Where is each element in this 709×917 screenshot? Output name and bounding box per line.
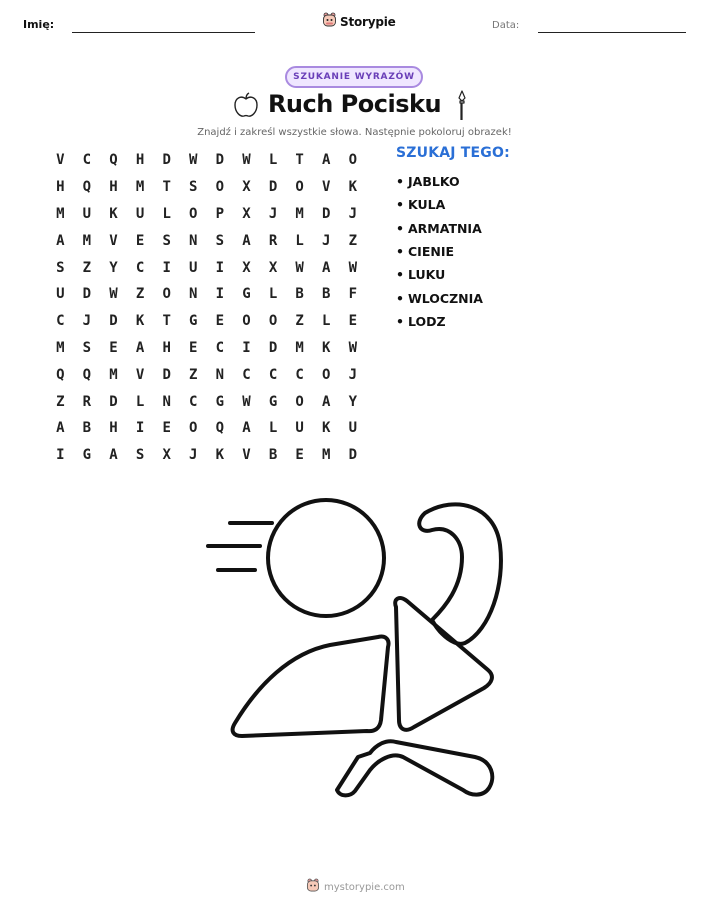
- grid-letter[interactable]: O: [268, 313, 278, 330]
- grid-letter[interactable]: A: [242, 232, 251, 249]
- grid-letter[interactable]: V: [56, 152, 65, 169]
- grid-letter[interactable]: J: [268, 205, 278, 222]
- grid-letter[interactable]: Z: [295, 313, 304, 330]
- grid-letter[interactable]: O: [215, 179, 225, 196]
- grid-letter[interactable]: E: [348, 313, 358, 330]
- grid-letter[interactable]: O: [189, 420, 198, 437]
- grid-letter[interactable]: Z: [135, 286, 145, 303]
- grid-letter[interactable]: M: [322, 447, 331, 464]
- word-text: ARMATNIA: [408, 220, 482, 236]
- grid-letter[interactable]: S: [135, 447, 145, 464]
- grid-letter[interactable]: D: [268, 339, 278, 356]
- grid-letter[interactable]: V: [135, 366, 145, 383]
- grid-letter[interactable]: A: [109, 447, 118, 464]
- grid-letter[interactable]: S: [189, 179, 198, 196]
- grid-letter[interactable]: G: [215, 393, 225, 410]
- grid-letter[interactable]: E: [189, 339, 198, 356]
- footer: [306, 878, 405, 897]
- grid-letter[interactable]: Q: [82, 179, 92, 196]
- grid-letter[interactable]: I: [162, 259, 171, 276]
- grid-letter[interactable]: Z: [189, 366, 198, 383]
- grid-row: [47, 201, 366, 228]
- grid-letter[interactable]: W: [109, 286, 118, 303]
- grid-letter[interactable]: M: [295, 339, 304, 356]
- grid-letter[interactable]: K: [322, 420, 331, 437]
- grid-letter[interactable]: J: [348, 366, 358, 383]
- grid-letter[interactable]: D: [109, 313, 118, 330]
- grid-letter[interactable]: O: [189, 205, 198, 222]
- grid-letter[interactable]: E: [109, 339, 118, 356]
- word-text: LODZ: [408, 313, 446, 329]
- grid-letter[interactable]: K: [348, 179, 358, 196]
- grid-letter[interactable]: O: [322, 366, 331, 383]
- grid-letter[interactable]: Z: [348, 232, 358, 249]
- grid-letter[interactable]: V: [242, 447, 251, 464]
- grid-letter[interactable]: J: [322, 232, 331, 249]
- bullet: •: [396, 174, 404, 190]
- grid-letter[interactable]: I: [242, 339, 251, 356]
- grid-letter[interactable]: O: [162, 286, 171, 303]
- grid-letter[interactable]: C: [295, 366, 304, 383]
- grid-letter[interactable]: P: [215, 205, 225, 222]
- grid-letter[interactable]: D: [162, 366, 171, 383]
- grid-letter[interactable]: B: [295, 286, 304, 303]
- grid-letter[interactable]: L: [268, 420, 278, 437]
- grid-letter[interactable]: U: [295, 420, 304, 437]
- grid-letter[interactable]: C: [268, 366, 278, 383]
- grid-letter[interactable]: C: [56, 313, 65, 330]
- grid-letter[interactable]: X: [242, 205, 251, 222]
- grid-letter[interactable]: R: [82, 393, 92, 410]
- grid-letter[interactable]: V: [322, 179, 331, 196]
- grid-letter[interactable]: N: [189, 232, 198, 249]
- grid-letter[interactable]: H: [135, 152, 145, 169]
- word-list-item: [396, 286, 483, 309]
- grid-letter[interactable]: M: [135, 179, 145, 196]
- grid-letter[interactable]: L: [268, 286, 278, 303]
- storypie-logo-icon: [322, 12, 337, 32]
- grid-letter[interactable]: L: [295, 232, 304, 249]
- bullet: •: [396, 197, 404, 213]
- grid-letter[interactable]: A: [322, 152, 331, 169]
- grid-letter[interactable]: X: [268, 259, 278, 276]
- grid-letter[interactable]: S: [215, 232, 225, 249]
- grid-letter[interactable]: E: [135, 232, 145, 249]
- grid-letter[interactable]: D: [348, 447, 358, 464]
- page-title: Ruch Pocisku: [267, 90, 442, 118]
- coloring-picture[interactable]: [200, 495, 505, 804]
- word-search-grid[interactable]: [47, 147, 366, 469]
- grid-letter[interactable]: M: [82, 232, 92, 249]
- spear-icon: [454, 90, 470, 126]
- grid-letter[interactable]: O: [295, 179, 304, 196]
- grid-letter[interactable]: J: [82, 313, 92, 330]
- grid-letter[interactable]: D: [162, 152, 171, 169]
- grid-letter[interactable]: C: [215, 339, 225, 356]
- grid-letter[interactable]: I: [215, 259, 225, 276]
- brand-logo: [322, 12, 396, 32]
- grid-letter[interactable]: H: [56, 179, 65, 196]
- grid-letter[interactable]: W: [295, 259, 304, 276]
- grid-letter[interactable]: C: [189, 393, 198, 410]
- grid-row: [47, 308, 366, 335]
- grid-letter[interactable]: D: [82, 286, 92, 303]
- grid-letter[interactable]: W: [348, 259, 358, 276]
- grid-letter[interactable]: A: [322, 393, 331, 410]
- grid-letter[interactable]: O: [295, 393, 304, 410]
- grid-letter[interactable]: D: [268, 179, 278, 196]
- date-line[interactable]: [538, 32, 686, 33]
- word-text: LUKU: [408, 267, 446, 283]
- grid-letter[interactable]: D: [322, 205, 331, 222]
- grid-letter[interactable]: J: [189, 447, 198, 464]
- grid-letter[interactable]: D: [215, 152, 225, 169]
- grid-row: [47, 335, 366, 362]
- grid-row: [47, 281, 366, 308]
- footer-url: mystorypie.com: [324, 882, 405, 893]
- grid-letter[interactable]: C: [82, 152, 92, 169]
- grid-letter[interactable]: D: [109, 393, 118, 410]
- bullet: •: [396, 244, 404, 260]
- grid-letter[interactable]: C: [135, 259, 145, 276]
- grid-row: [47, 442, 366, 469]
- grid-letter[interactable]: H: [109, 420, 118, 437]
- grid-letter[interactable]: A: [242, 420, 251, 437]
- grid-letter[interactable]: K: [109, 205, 118, 222]
- grid-letter[interactable]: W: [242, 393, 251, 410]
- grid-letter[interactable]: N: [162, 393, 171, 410]
- grid-letter[interactable]: A: [56, 232, 65, 249]
- grid-letter[interactable]: M: [295, 205, 304, 222]
- grid-letter[interactable]: V: [109, 232, 118, 249]
- grid-row: [47, 227, 366, 254]
- grid-letter[interactable]: G: [189, 313, 198, 330]
- grid-letter[interactable]: S: [162, 232, 171, 249]
- name-line[interactable]: [72, 32, 255, 33]
- grid-letter[interactable]: Y: [109, 259, 118, 276]
- grid-letter[interactable]: M: [56, 339, 65, 356]
- word-list-title: SZUKAJ TEGO:: [396, 145, 510, 161]
- storypie-logo-icon: [306, 878, 320, 897]
- grid-letter[interactable]: S: [82, 339, 92, 356]
- bullet: •: [396, 220, 404, 236]
- grid-letter[interactable]: S: [56, 259, 65, 276]
- grid-letter[interactable]: X: [242, 179, 251, 196]
- grid-letter[interactable]: A: [56, 420, 65, 437]
- grid-letter[interactable]: Q: [215, 420, 225, 437]
- grid-row: [47, 254, 366, 281]
- grid-row: [47, 415, 366, 442]
- grid-letter[interactable]: M: [109, 366, 118, 383]
- instructions: Znajdź i zakreśl wszystkie słowa. Następnie pokoloruj obrazek!: [197, 127, 512, 138]
- grid-letter[interactable]: L: [268, 152, 278, 169]
- date-label: Data:: [492, 20, 520, 31]
- grid-letter[interactable]: I: [135, 420, 145, 437]
- grid-letter[interactable]: U: [82, 205, 92, 222]
- word-list-item: [396, 240, 483, 263]
- grid-letter[interactable]: O: [242, 313, 251, 330]
- word-list: [396, 170, 483, 333]
- grid-letter[interactable]: W: [189, 152, 198, 169]
- grid-letter[interactable]: I: [56, 447, 65, 464]
- grid-letter[interactable]: F: [348, 286, 358, 303]
- grid-letter[interactable]: Y: [348, 393, 358, 410]
- grid-letter[interactable]: Z: [82, 259, 92, 276]
- grid-letter[interactable]: R: [268, 232, 278, 249]
- grid-letter[interactable]: X: [242, 259, 251, 276]
- grid-letter[interactable]: B: [82, 420, 92, 437]
- grid-letter[interactable]: C: [242, 366, 251, 383]
- grid-letter[interactable]: G: [268, 393, 278, 410]
- grid-letter[interactable]: Q: [82, 366, 92, 383]
- grid-letter[interactable]: B: [268, 447, 278, 464]
- word-text: JABLKO: [408, 174, 460, 190]
- grid-letter[interactable]: L: [162, 205, 171, 222]
- grid-letter[interactable]: E: [215, 313, 225, 330]
- bullet: •: [396, 313, 404, 329]
- word-text: KULA: [408, 197, 446, 213]
- grid-letter[interactable]: Q: [56, 366, 65, 383]
- grid-letter[interactable]: A: [322, 259, 331, 276]
- grid-letter[interactable]: B: [322, 286, 331, 303]
- grid-letter[interactable]: N: [189, 286, 198, 303]
- word-list-item: [396, 170, 483, 193]
- grid-row: [47, 174, 366, 201]
- grid-row: [47, 361, 366, 388]
- grid-letter[interactable]: H: [162, 339, 171, 356]
- grid-row: [47, 147, 366, 174]
- word-list-item: [396, 263, 483, 286]
- grid-letter[interactable]: N: [215, 366, 225, 383]
- grid-letter[interactable]: U: [56, 286, 65, 303]
- grid-letter[interactable]: I: [215, 286, 225, 303]
- grid-letter[interactable]: A: [135, 339, 145, 356]
- grid-letter[interactable]: U: [135, 205, 145, 222]
- grid-letter[interactable]: K: [215, 447, 225, 464]
- grid-letter[interactable]: K: [135, 313, 145, 330]
- activity-badge: SZUKANIE WYRAZÓW: [285, 66, 423, 88]
- grid-letter[interactable]: Q: [109, 152, 118, 169]
- grid-letter[interactable]: M: [56, 205, 65, 222]
- bullet: •: [396, 290, 404, 306]
- grid-letter[interactable]: Z: [56, 393, 65, 410]
- brand-name: Storypie: [340, 15, 396, 29]
- grid-letter[interactable]: G: [82, 447, 92, 464]
- grid-letter[interactable]: U: [348, 420, 358, 437]
- grid-letter[interactable]: T: [162, 179, 171, 196]
- grid-row: [47, 388, 366, 415]
- grid-letter[interactable]: T: [162, 313, 171, 330]
- grid-letter[interactable]: X: [162, 447, 171, 464]
- grid-letter[interactable]: W: [348, 339, 358, 356]
- grid-letter[interactable]: T: [295, 152, 304, 169]
- grid-letter[interactable]: G: [242, 286, 251, 303]
- grid-letter[interactable]: O: [348, 152, 358, 169]
- word-list-item: [396, 310, 483, 333]
- grid-letter[interactable]: H: [109, 179, 118, 196]
- bullet: •: [396, 267, 404, 283]
- grid-letter[interactable]: E: [295, 447, 304, 464]
- word-text: WLOCZNIA: [408, 290, 483, 306]
- word-list-item: [396, 193, 483, 216]
- grid-letter[interactable]: L: [135, 393, 145, 410]
- name-label: Imię:: [23, 18, 55, 31]
- grid-letter[interactable]: K: [322, 339, 331, 356]
- grid-letter[interactable]: E: [162, 420, 171, 437]
- word-list-item: [396, 217, 483, 240]
- grid-letter[interactable]: U: [189, 259, 198, 276]
- word-text: CIENIE: [408, 244, 455, 260]
- grid-letter[interactable]: W: [242, 152, 251, 169]
- grid-letter[interactable]: L: [322, 313, 331, 330]
- grid-letter[interactable]: J: [348, 205, 358, 222]
